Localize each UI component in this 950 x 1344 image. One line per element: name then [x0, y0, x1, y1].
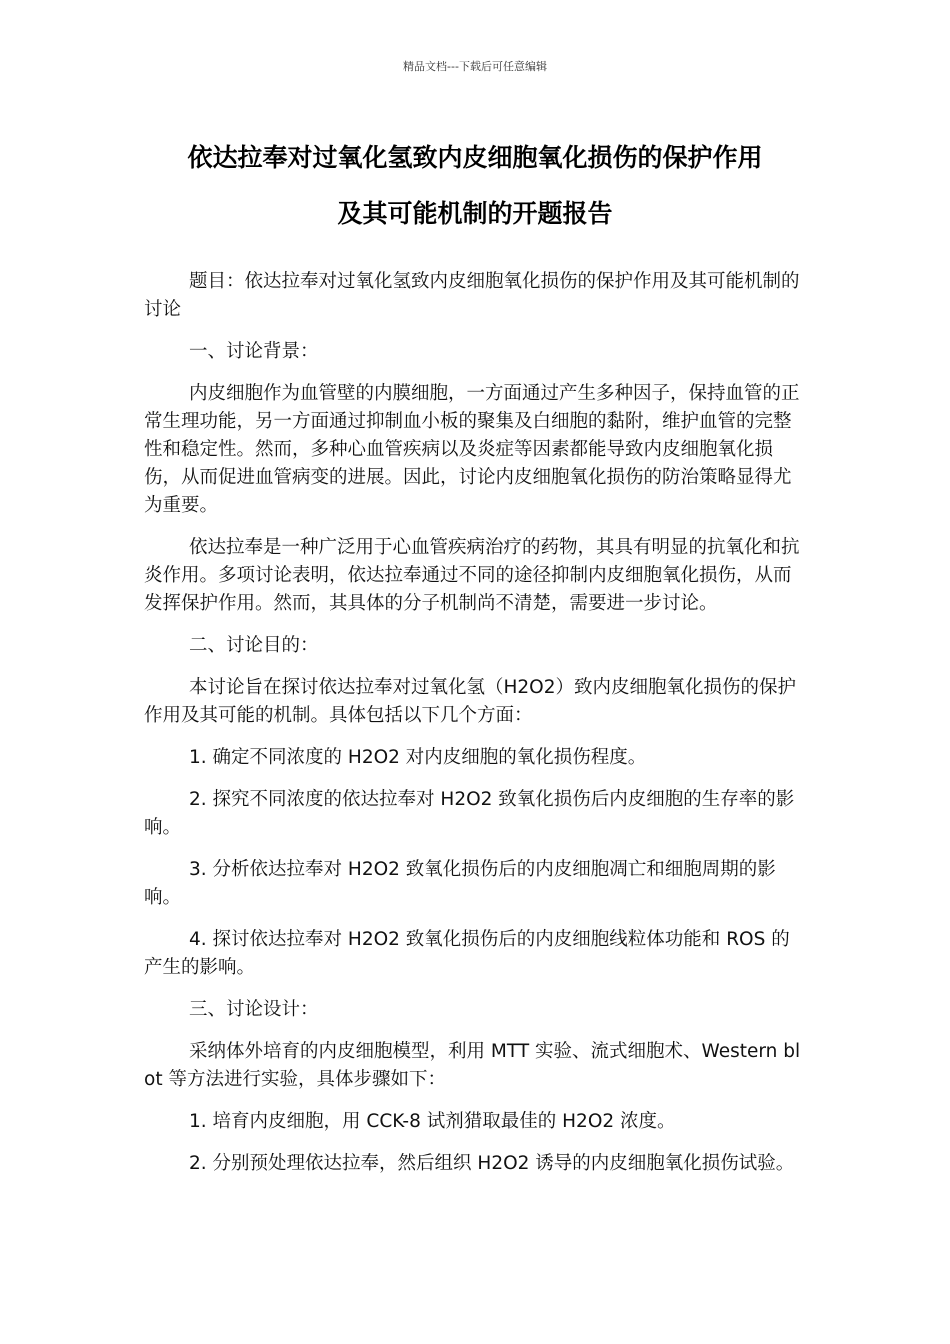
design-step-2: 2. 分别预处理依达拉奉，然后组织 H2O2 诱导的内皮细胞氧化损伤试验。	[189, 1153, 795, 1174]
design-paragraph: 采纳体外培育的内皮细胞模型，利用 MTT 实验、流式细胞术、Western blot 等方法进行实验，具体步骤如下：	[144, 1041, 801, 1090]
document-title-line-1: 依达拉奉对过氧化氢致内皮细胞氧化损伤的保护作用	[187, 143, 763, 172]
design-step-1: 1. 培育内皮细胞，用 CCK-8 试剂猎取最佳的 H2O2 浓度。	[189, 1111, 676, 1132]
purpose-paragraph: 本讨论旨在探讨依达拉奉对过氧化氢（H2O2）致内皮细胞氧化损伤的保护作用及其可能的机制。具体包括以下几个方面：	[144, 677, 797, 726]
purpose-item-3: 3. 分析依达拉奉对 H2O2 致氧化损伤后的内皮细胞凋亡和细胞周期的影响。	[144, 859, 776, 908]
purpose-item-1: 1. 确定不同浓度的 H2O2 对内皮细胞的氧化损伤程度。	[189, 747, 647, 768]
document-body	[144, 268, 804, 1192]
section-heading-purpose: 二、讨论目的：	[189, 635, 319, 656]
section-heading-design: 三、讨论设计：	[189, 999, 319, 1020]
background-paragraph-1: 内皮细胞作为血管壁的内膜细胞，一方面通过产生多种因子，保持血管的正常生理功能，另一方面通过抑制血小板的聚集及白细胞的黏附，维护血管的完整性和稳定性。然而，多种心血管疾病以及炎症等因素都能导致内皮细胞氧化损伤，从而促进血管病变的进展。因此，讨论内皮细胞氧化损伤的防治策略显得尤为重要。	[144, 383, 800, 516]
purpose-item-2: 2. 探究不同浓度的依达拉奉对 H2O2 致氧化损伤后内皮细胞的生存率的影响。	[144, 789, 795, 838]
header-note: 精品文档---下载后可任意编辑	[403, 60, 547, 73]
purpose-item-4: 4. 探讨依达拉奉对 H2O2 致氧化损伤后的内皮细胞线粒体功能和 ROS 的产生的影响。	[144, 929, 790, 978]
topic-paragraph: 题目：依达拉奉对过氧化氢致内皮细胞氧化损伤的保护作用及其可能机制的讨论	[144, 271, 800, 320]
document-title-line-2: 及其可能机制的开题报告	[337, 199, 613, 228]
background-paragraph-2: 依达拉奉是一种广泛用于心血管疾病治疗的药物，其具有明显的抗氧化和抗炎作用。多项讨论表明，依达拉奉通过不同的途径抑制内皮细胞氧化损伤，从而发挥保护作用。然而，其具体的分子机制尚不清楚，需要进一步讨论。	[144, 537, 800, 614]
section-heading-background: 一、讨论背景：	[189, 341, 319, 362]
